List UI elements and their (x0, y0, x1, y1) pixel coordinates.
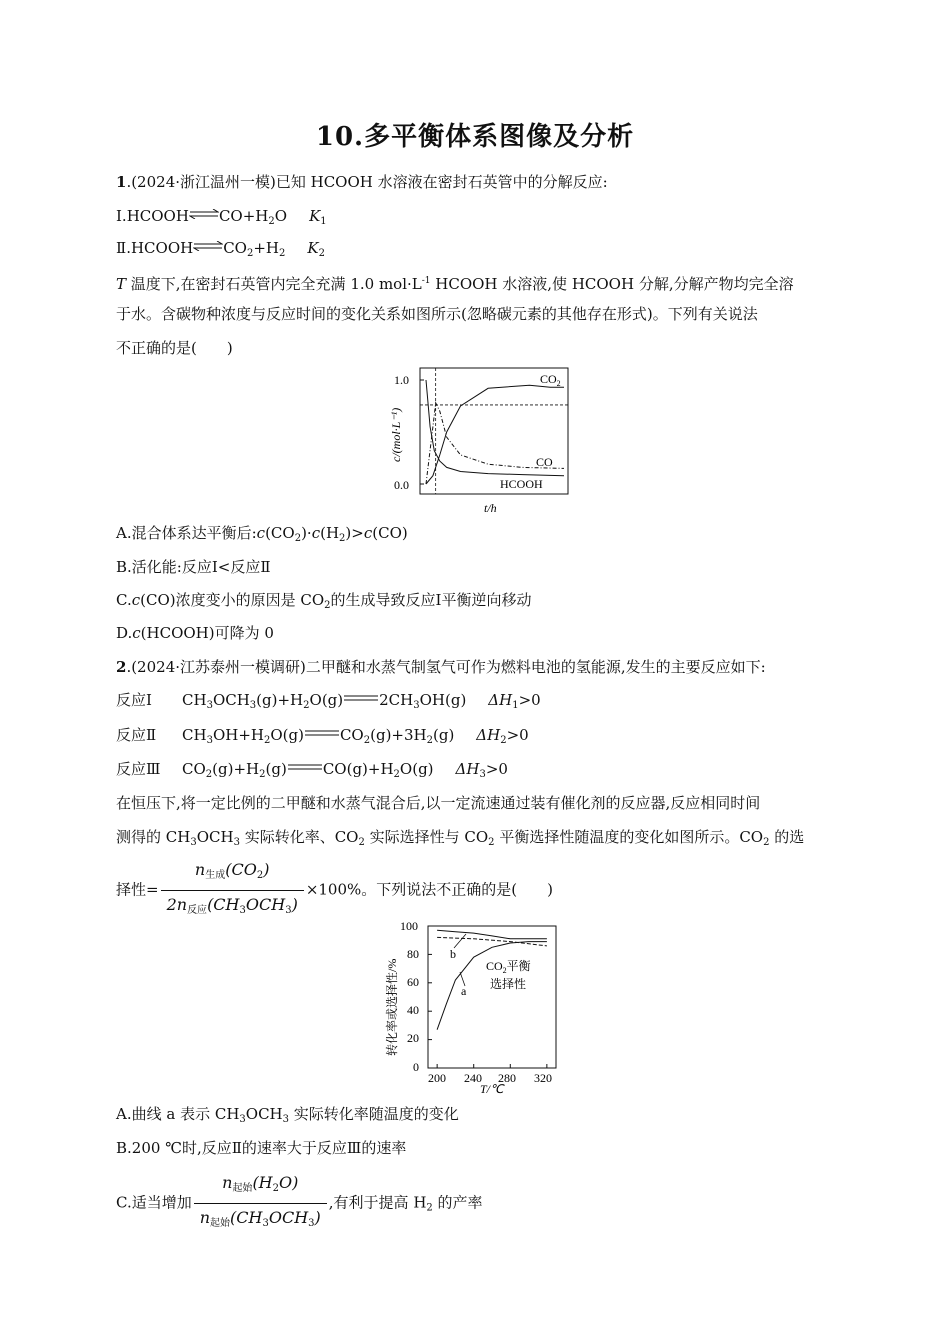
q2-option-b[interactable]: B.200 ℃时,反应Ⅱ的速率大于反应Ⅲ的速率 (116, 1139, 407, 1157)
chart1-label-co: CO (536, 455, 553, 469)
chart1-ytick-1: 1.0 (394, 373, 409, 387)
chart2-ytick-80: 80 (407, 947, 419, 961)
q1-paragraph-line-1: T 温度下,在密封石英管内完全充满 1.0 $mol\cdot L^{-1}$ HCOOH 水溶液,使 HCOOH 分解,分解产物均完全溶 (116, 275, 794, 293)
chart1-xlabel: t/h (484, 501, 497, 515)
q1-option-b[interactable]: B.活化能:反应Ⅰ<反应Ⅱ (116, 558, 271, 576)
q1-paragraph-line-2: 于水。含碳物种浓度与反应时间的变化关系如图所示(忽略碳元素的其他存在形式)。下列有关说法 (116, 305, 758, 323)
q2-option-c[interactable]: C.适当增加 $\frac{\text{n起始(H2O)}}{\text{n起始(CH3OCH3)}}$ ,有利于提高 $H_2$ 的产率 (116, 1171, 483, 1236)
chart1-series-co2 (426, 385, 564, 484)
water-ratio-fraction: $\frac{\text{n起始(H2O)}}{\text{n起始(CH3OCH3)}}$ (194, 1171, 327, 1236)
chart2-ytick-0: 0 (413, 1060, 419, 1074)
q2-number: 2 (116, 658, 127, 676)
chart2-xtick-240: 240 (464, 1071, 482, 1085)
chart1-ytick-0: 0.0 (394, 478, 409, 492)
chart2-series-b (437, 930, 547, 939)
q1-number: 1 (116, 173, 127, 191)
q2-paragraph-line-2: 测得的 $CH_3OCH_3$ 实际转化率、$CO_2$ 实际选择性与 $CO_2$ 平衡选择性随温度的变化如图所示。$CO_2$ 的选 (116, 828, 805, 848)
q1-stem: 1.(2024·浙江温州一模)已知 HCOOH 水溶液在密封石英管中的分解反应: (116, 173, 608, 191)
q2-reaction-1: 反应Ⅰ $CH_3OCH_3(g)+H_2O(g)$ $2CH_3OH(g)$ $\Delta H_1>0$ (116, 691, 541, 711)
equals-sign-icon (304, 729, 340, 737)
chart2-annotation-line-2: 选择性 (490, 977, 527, 991)
chart1-label-hcooh: HCOOH (500, 477, 543, 491)
q2-paragraph-line-3: 择性= $\frac{\text{n生成(CO2)}}{\text{2n反应(CH3OCH3)}}$ ×100%。下列说法不正确的是( ) (116, 858, 553, 923)
chart2-label-b: b (450, 947, 456, 961)
conversion-selectivity-chart (380, 916, 570, 1094)
q1-paragraph-line-3: 不正确的是( ) (116, 339, 233, 357)
q1-reaction-1: Ⅰ.HCOOH $CO+H_2O$ $K_1$ (116, 207, 327, 227)
chart1-label-co2: $CO_2$ (540, 372, 561, 388)
q1-reaction-2: Ⅱ.HCOOH $CO_2+H_2$ $K_2$ (116, 239, 325, 259)
chart2-label-a: a (461, 984, 467, 998)
q2-option-a[interactable]: A.曲线 a 表示 $CH_3OCH_3$ 实际转化率随温度的变化 (116, 1105, 459, 1125)
chart2-ytick-60: 60 (407, 975, 419, 989)
chart2-annotation: $CO_2$平衡 (486, 959, 531, 975)
q1-option-a[interactable]: A.混合体系达平衡后$:c(CO_2)\cdot c(H_2)>c(CO)$ (116, 524, 408, 544)
page-title: 10.多平衡体系图像及分析 (315, 122, 635, 152)
chart2-ytick-100: 100 (400, 919, 418, 933)
chart2-xtick-280: 280 (498, 1071, 516, 1085)
chart2-leader-b (454, 934, 466, 948)
concentration-time-chart (380, 362, 580, 520)
q2-paragraph-line-1: 在恒压下,将一定比例的二甲醚和水蒸气混合后,以一定流速通过装有催化剂的反应器,反应相同时间 (116, 794, 761, 812)
equilibrium-arrow-icon (193, 241, 223, 251)
equals-sign-icon (343, 694, 379, 702)
q2-stem: 2.(2024·江苏泰州一模调研)二甲醚和水蒸气制氢气可作为燃料电池的氢能源,发生的主要反应如下: (116, 658, 766, 676)
chart2-ytick-40: 40 (407, 1003, 419, 1017)
q2-reaction-3: 反应Ⅲ $CO_2(g)+H_2(g)$ $CO(g)+H_2O(g)$ $\Delta H_3>0$ (116, 760, 508, 780)
equilibrium-arrow-icon (189, 209, 219, 219)
chart2-yticks (400, 919, 419, 1074)
q1-option-d[interactable]: D.c(HCOOH)可降为 0 (116, 624, 274, 642)
q2-reaction-2: 反应Ⅱ $CH_3OH+H_2O(g)$ $CO_2(g)+3H_2(g)$ $\Delta H_2>0$ (116, 726, 529, 746)
equals-sign-icon (287, 763, 323, 771)
chart2-xtick-320: 320 (534, 1071, 552, 1085)
chart1-ylabel: c/(mol·L⁻¹) (389, 407, 403, 462)
q1-option-c[interactable]: C.c(CO)浓度变小的原因是 $CO_2$的生成导致反应Ⅰ平衡逆向移动 (116, 591, 532, 611)
chart2-xlabel: T/℃ (480, 1082, 504, 1094)
chart2-ytick-20: 20 (407, 1031, 419, 1045)
selectivity-fraction: $\frac{\text{n生成(CO2)}}{\text{2n反应(CH3OCH3)}}$ (161, 858, 304, 923)
chart2-xtick-200: 200 (428, 1071, 446, 1085)
chart1-series-co (426, 403, 564, 484)
chart2-ylabel: 转化率或选择性/% (385, 958, 399, 1056)
